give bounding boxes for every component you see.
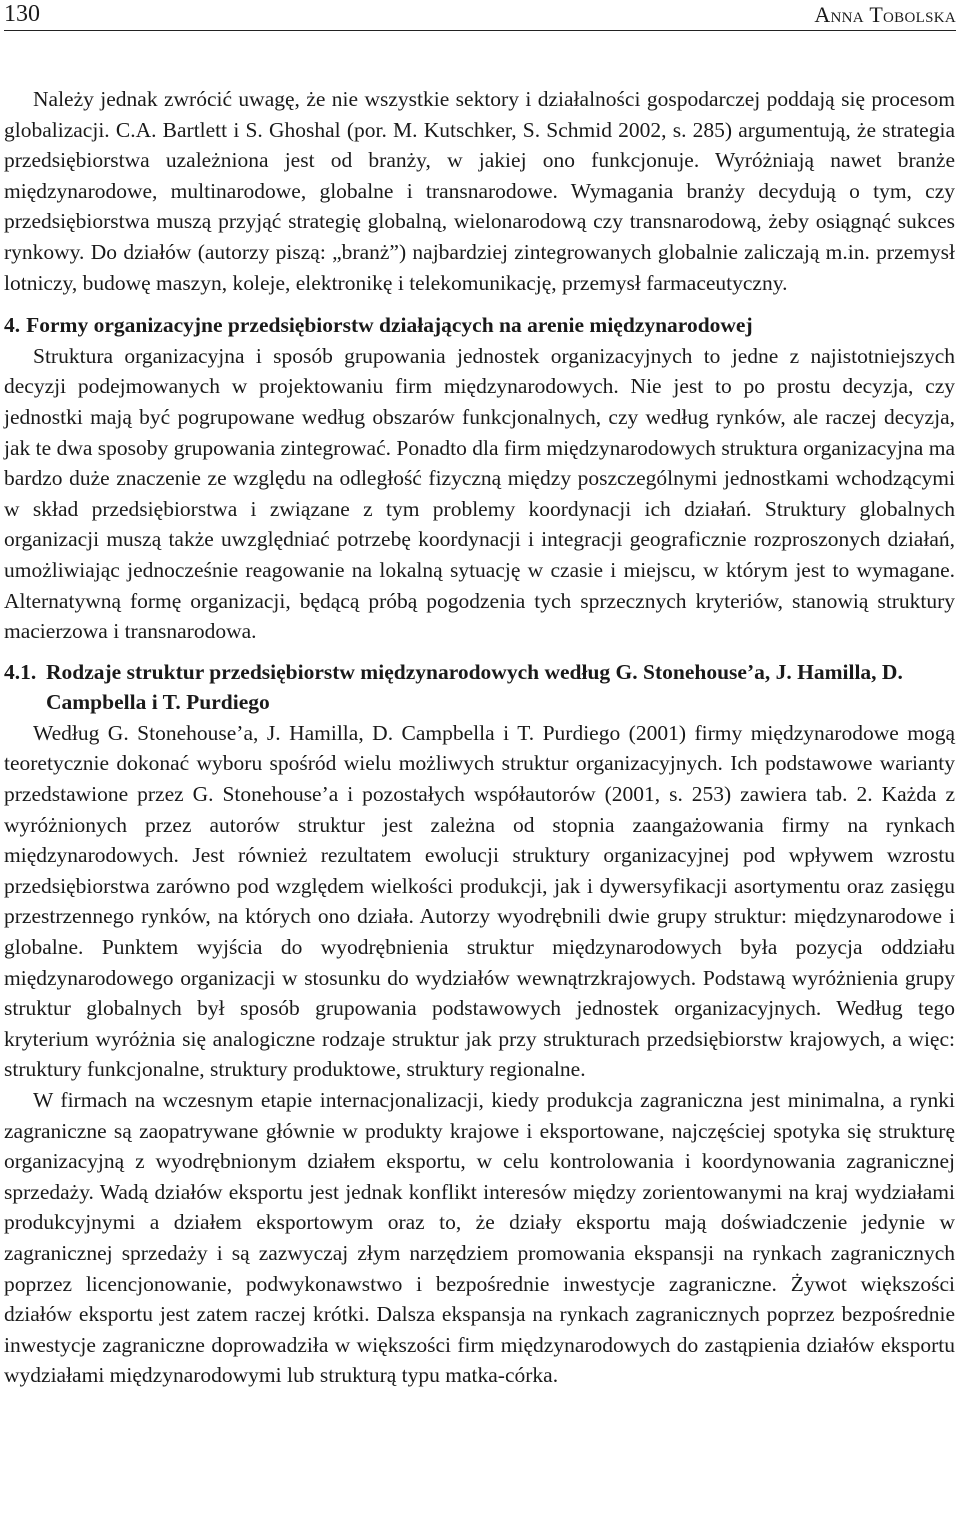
- subsection-paragraph: W firmach na wczesnym etapie internacjonalizacji, kiedy produkcja zagraniczna jest minimalna, a rynki zagraniczne są zaopatrywane głównie w produkty krajowe i eksportowane, najczęściej spotyka się strukturę organizacyjną z wyodrębnionym działem eksportu, w celu kontrolowania i koordynowania zagranicznej sprzedaży. Wadą działów eksportu jest jednak konflikt interesów między zorientowanymi na kraj wydziałami produkcyjnymi a działem eksportowym oraz to, że działy eksportu mają doświadczenie jedynie w zagranicznej sprzedaży i są zazwyczaj złym narzędziem promowania ekspansji na rynkach zagranicznych poprzez licencjonowanie, podwykonawstwo i bezpośrednie inwestycje zagraniczne. Żywot większości działów eksportu jest zatem raczej krótki. Dalsza ekspansja na rynkach zagranicznych poprzez bezpośrednie inwestycje zagraniczne doprowadziła w większości firm międzynarodowych do zastąpienia działów eksportu wydziałami międzynarodowymi lub strukturą typu matka-córka.: [4, 1088, 955, 1388]
- subsection-heading: [4, 657, 955, 718]
- intro-paragraph: Należy jednak zwrócić uwagę, że nie wszystkie sektory i działalności gospodarczej poddają się procesom globalizacji. C.A. Bartlett i S. Ghoshal (por. M. Kutschker, S. Schmid 2002, s. 285) argumentują, że strategia przedsiębiorstwa uzależniona jest od branży, w jakiej ono funkcjonuje. Wyróżniają nawet branże międzynarodowe, multinarodowe, globalne i transnarodowe. Wymagania branży decydują o tym, czy przedsiębiorstwa muszą przyjąć strategię globalną, wielonarodową czy transnarodową, żeby osiągnąć sukces rynkowy. Do działów (autorzy piszą: „branż”) najbardziej zintegrowanych globalnie zaliczają m.in. przemysł lotniczy, budowę maszyn, koleje, elektronikę i telekomunikację, przemysł farmaceutyczny.: [4, 87, 955, 295]
- section-heading: [4, 310, 955, 341]
- page-number: 130: [4, 1, 40, 27]
- section-title: Formy organizacyjne przedsiębiorstw działających na arenie międzynarodowej: [26, 313, 753, 338]
- subsection-number: 4.1.: [4, 659, 37, 684]
- section-paragraph: Struktura organizacyjna i sposób grupowania jednostek organizacyjnych to jedne z najistotniejszych decyzji podejmowanych w projektowaniu firm międzynarodowych. Nie jest to po prostu decyzja, czy jednostki mają być pogrupowane według obszarów funkcjonalnych, czy według rynków, ale raczej decyzja, jak te dwa sposoby grupowania zintegrować. Ponadto dla firm międzynarodowych struktura organizacyjna ma bardzo duże znaczenie ze względu na odległość fizyczną między poszczególnymi jednostkami wchodzącymi w skład przedsiębiorstwa i związane z tym problemy koordynacji ich działań. Struktury globalnych organizacji muszą także uwzględniać potrzebę koordynacji i integracji geograficznie rozproszonych działań, umożliwiając jednocześnie reagowanie na lokalną sytuację w czasie i miejscu, w którym jest to wymagane. Alternatywną formę organizacji, będącą próbą pogodzenia tych sprzecznych kryteriów, stanowią struktury macierzowa i transnarodowa.: [4, 343, 955, 644]
- body-text: [4, 84, 955, 1391]
- running-head-author: Anna Tobolska: [814, 2, 956, 27]
- running-header: [4, 0, 956, 31]
- section-number: 4.: [4, 313, 21, 338]
- subsection-paragraph: Według G. Stonehouse’a, J. Hamilla, D. Campbella i T. Purdiego (2001) firmy międzynarodowe mogą teoretycznie dokonać wyboru spośród wielu możliwych struktur organizacyjnych. Ich podstawowe warianty przedstawione przez G. Stonehouse’a i pozostałych współautorów (2001, s. 253) zawiera tab. 2. Każda z wyróżnionych przez autorów struktur jest zależna od stopnia zaangażowania firmy na rynkach międzynarodowych. Jest również rezultatem ewolucji struktury organizacyjnej pod wpływem wzrostu przedsiębiorstwa zarówno pod względem wielkości produkcji, jak i dywersyfikacji asortymentu oraz zasięgu przestrzennego rynków, na których ono działa. Autorzy wyodrębnili dwie grupy struktur: międzynarodowe i globalne. Punktem wyjścia do wyodrębnienia struktur międzynarodowych była pozycja oddziału międzynarodowego organizacji w stosunku do wydziałów wewnątrzkrajowych. Podstawą wyróżnienia grupy struktur globalnych był sposób grupowania podstawowych jednostek organizacyjnych. Według tego kryterium wyróżnia się analogiczne rodzaje struktur jak przy strukturach przedsiębiorstw krajowych, a więc: struktury funkcjonalne, struktury produktowe, struktury regionalne.: [4, 720, 955, 1082]
- subsection-title: Rodzaje struktur przedsiębiorstw międzynarodowych według G. Stonehouse’a, J. Hamilla, D. Campbella i T. Purdiego: [46, 659, 903, 715]
